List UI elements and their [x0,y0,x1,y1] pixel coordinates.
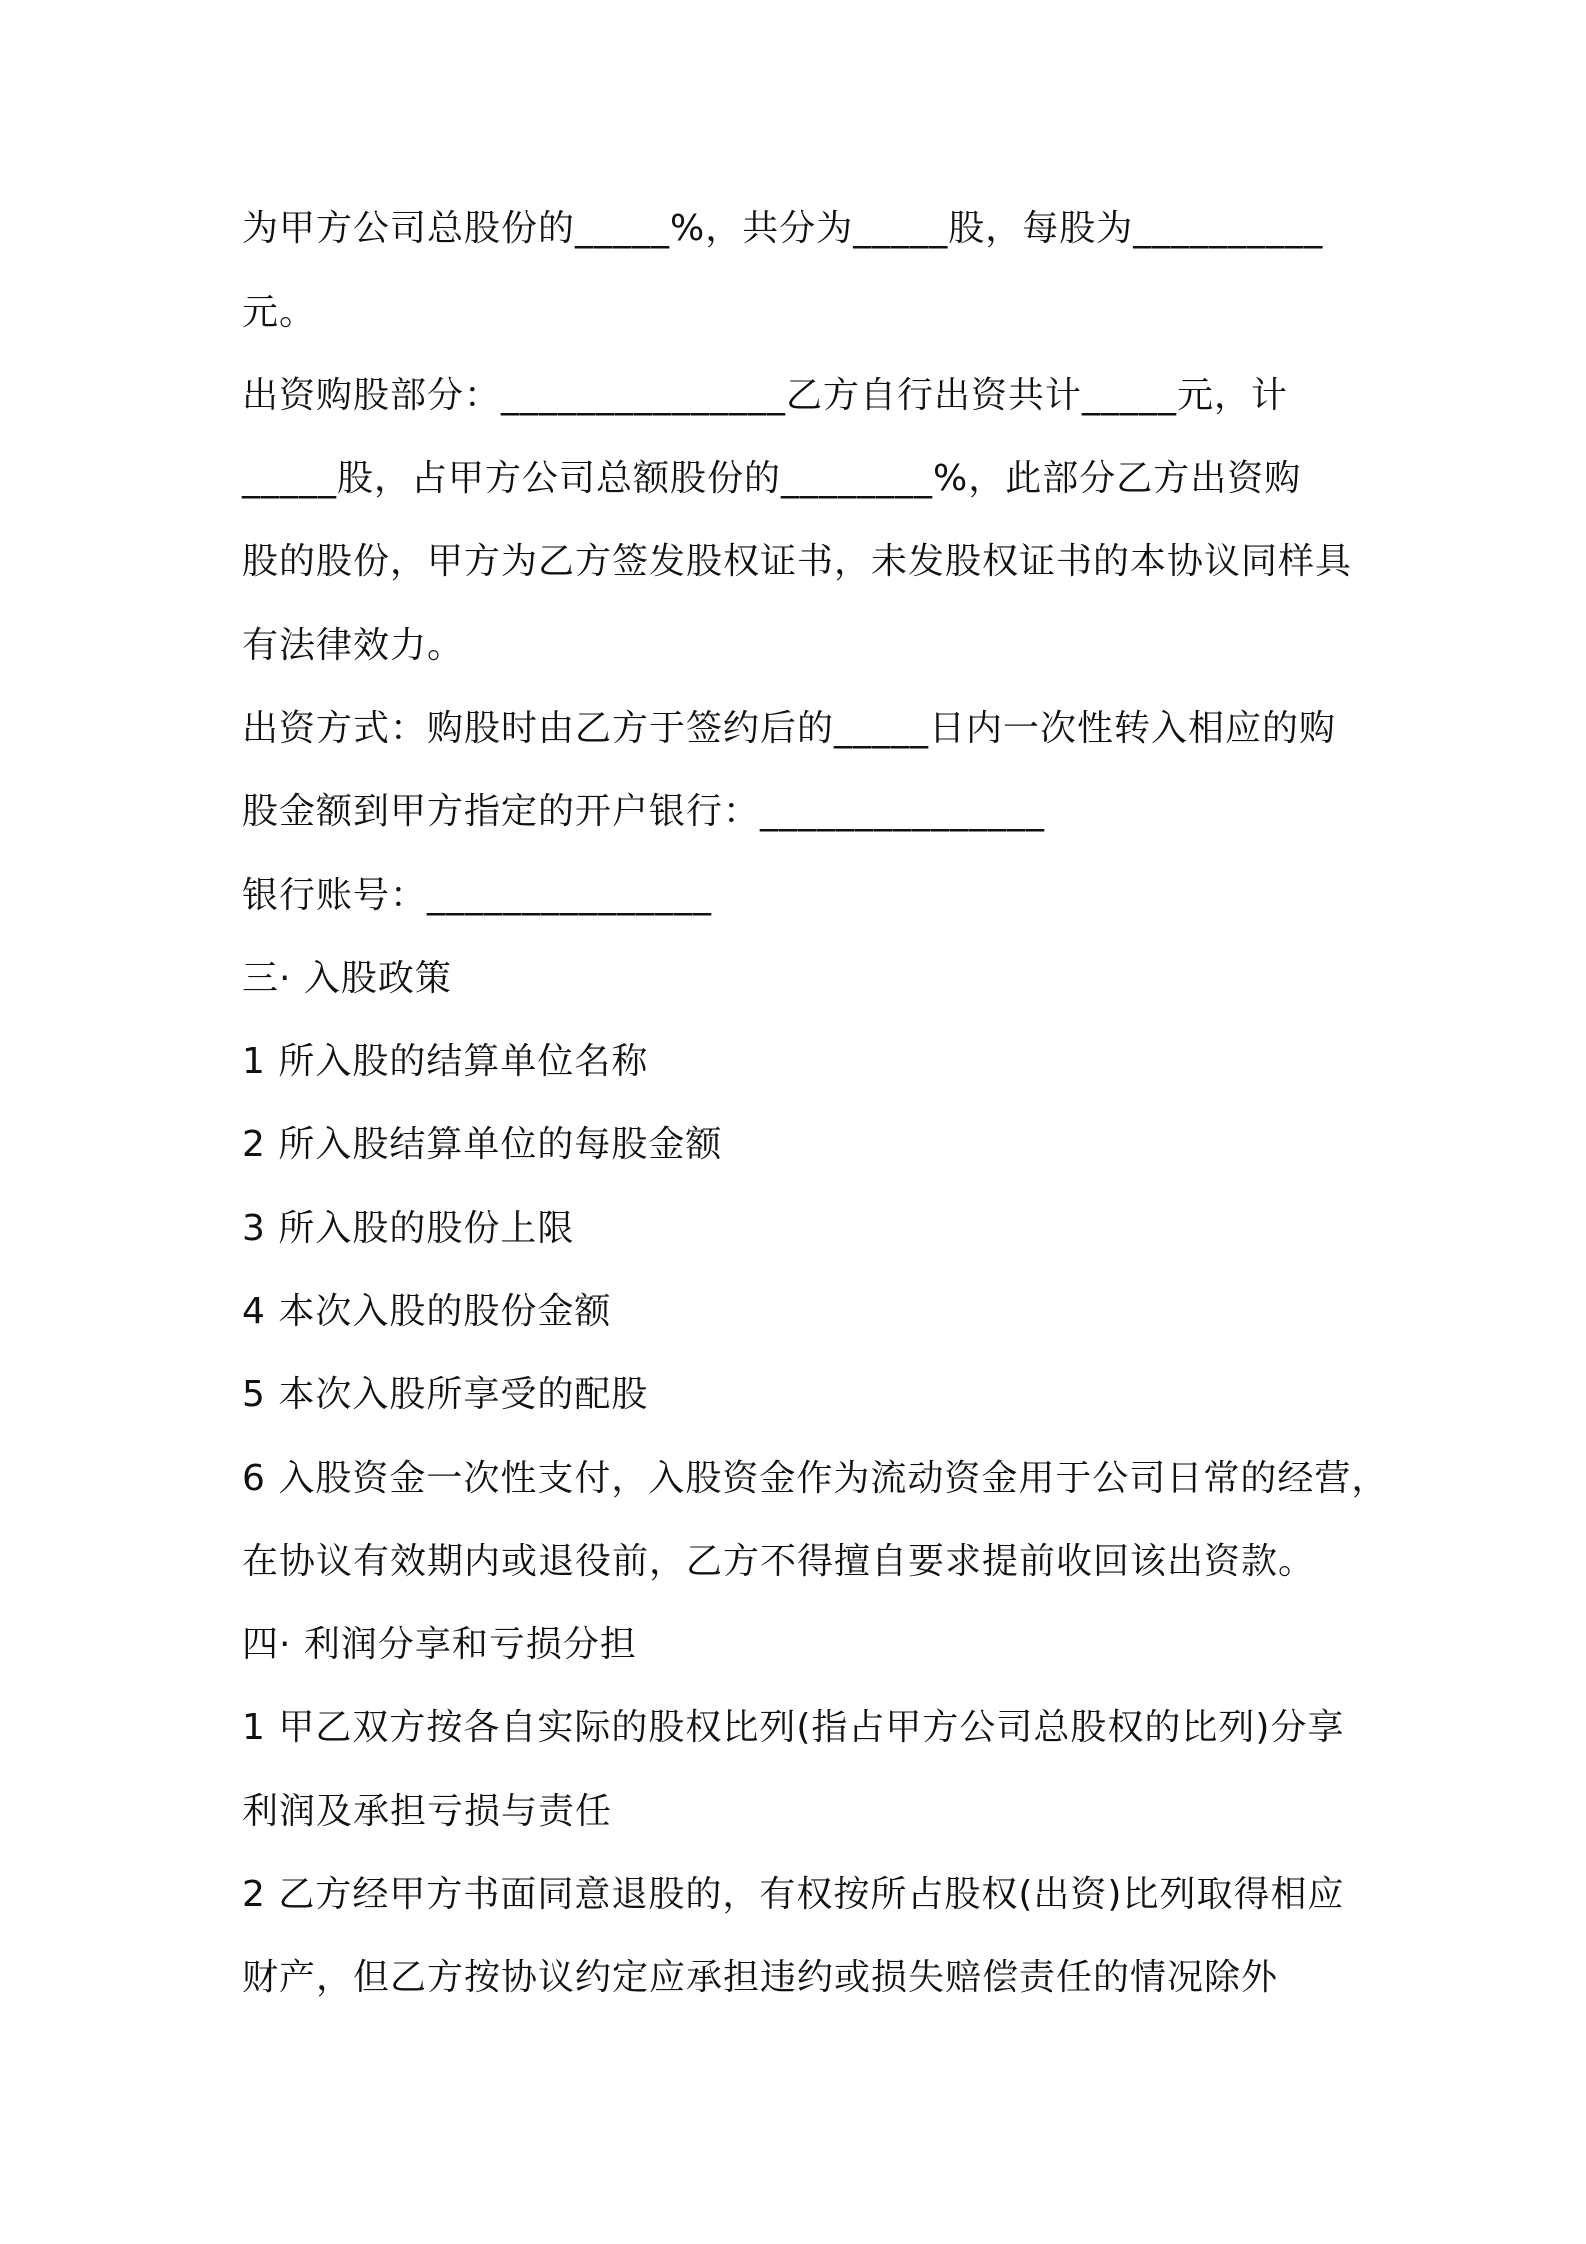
text-line: 有法律效力。 [242,625,465,666]
text-line: 为甲方公司总股份的_____%，共分为_____股，每股为__________ [242,208,1324,249]
list-item: 1 所入股的结算单位名称 [242,1041,649,1082]
list-item: 2 乙方经甲方书面同意退股的，有权按所占股权(出资)比列取得相应 [242,1874,1345,1915]
text-line: 股的股份，甲方为乙方签发股权证书，未发股权证书的本协议同样具 [242,541,1353,582]
text-line: 在协议有效期内或退役前，乙方不得擅自要求提前收回该出资款。 [242,1541,1316,1582]
text-line: _____股，占甲方公司总额股份的________%，此部分乙方出资购 [242,458,1302,499]
list-item: 4 本次入股的股份金额 [242,1291,612,1332]
text-line: 出资购股部分：_______________乙方自行出资共计_____元，计 [242,375,1289,416]
text-line: 元。 [242,292,317,333]
text-line: 出资方式：购股时由乙方于签约后的_____日内一次性转入相应的购 [242,708,1337,749]
list-item: 2 所入股结算单位的每股金额 [242,1124,723,1165]
list-item: 3 所入股的股份上限 [242,1208,575,1249]
section-heading: 四· 利润分享和亏损分担 [242,1624,637,1665]
text-line: 股金额到甲方指定的开户银行：_______________ [242,791,1046,832]
list-item: 1 甲乙双方按各自实际的股权比列(指占甲方公司总股权的比列)分享 [242,1707,1345,1748]
list-item: 6 入股资金一次性支付，入股资金作为流动资金用于公司日常的经营， [242,1458,1389,1499]
list-item: 5 本次入股所享受的配股 [242,1374,649,1415]
text-line: 银行账号：_______________ [242,875,713,916]
text-line: 利润及承担亏损与责任 [242,1791,613,1832]
section-heading: 三· 入股政策 [242,958,452,999]
text-line: 财产，但乙方按协议约定应承担违约或损失赔偿责任的情况除外 [242,1957,1279,1998]
